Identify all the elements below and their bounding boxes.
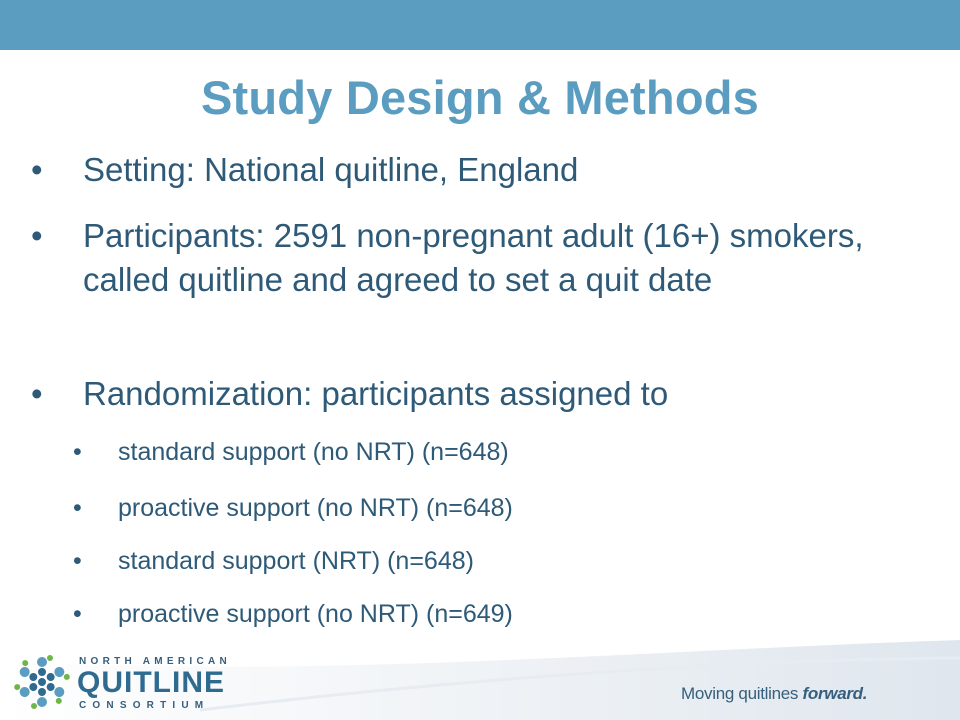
header-bar xyxy=(0,0,960,50)
bullet-text: Setting: National quitline, England xyxy=(83,151,579,188)
tagline-emphasis: forward. xyxy=(802,684,868,703)
logo-text-main: QUITLINE xyxy=(77,666,225,699)
bullet-text: Participants: 2591 non-pregnant adult (16+) smokers, called quitline and agreed to set a quit date xyxy=(83,217,864,298)
list-item xyxy=(31,148,923,192)
list-item xyxy=(31,372,923,416)
tagline xyxy=(681,684,867,704)
bullet-marker: • xyxy=(73,438,82,466)
bullet-marker: • xyxy=(31,217,43,254)
tagline-prefix: Moving quitlines xyxy=(681,684,803,703)
bullet-marker: • xyxy=(31,151,43,188)
list-item xyxy=(73,545,918,577)
list-item xyxy=(31,214,923,302)
list-item xyxy=(73,436,918,468)
list-item xyxy=(73,598,918,630)
slide-title: Study Design & Methods xyxy=(201,71,759,124)
bullet-marker: • xyxy=(31,375,43,412)
bullet-marker: • xyxy=(73,547,82,575)
list-item xyxy=(73,492,918,524)
snowflake-logo-icon xyxy=(10,650,74,714)
bullet-marker: • xyxy=(73,600,82,628)
sub-bullet-text: proactive support (no NRT) (n=648) xyxy=(118,494,513,522)
sub-bullet-text: proactive support (no NRT) (n=649) xyxy=(118,600,513,628)
sub-bullet-text: standard support (no NRT) (n=648) xyxy=(118,438,509,466)
bullet-marker: • xyxy=(73,494,82,522)
sub-bullet-text: standard support (NRT) (n=648) xyxy=(118,547,474,575)
bullet-text: Randomization: participants assigned to xyxy=(83,375,669,412)
logo-text-top: NORTH AMERICAN xyxy=(79,656,232,667)
logo-text-bottom: CONSORTIUM xyxy=(79,700,210,711)
